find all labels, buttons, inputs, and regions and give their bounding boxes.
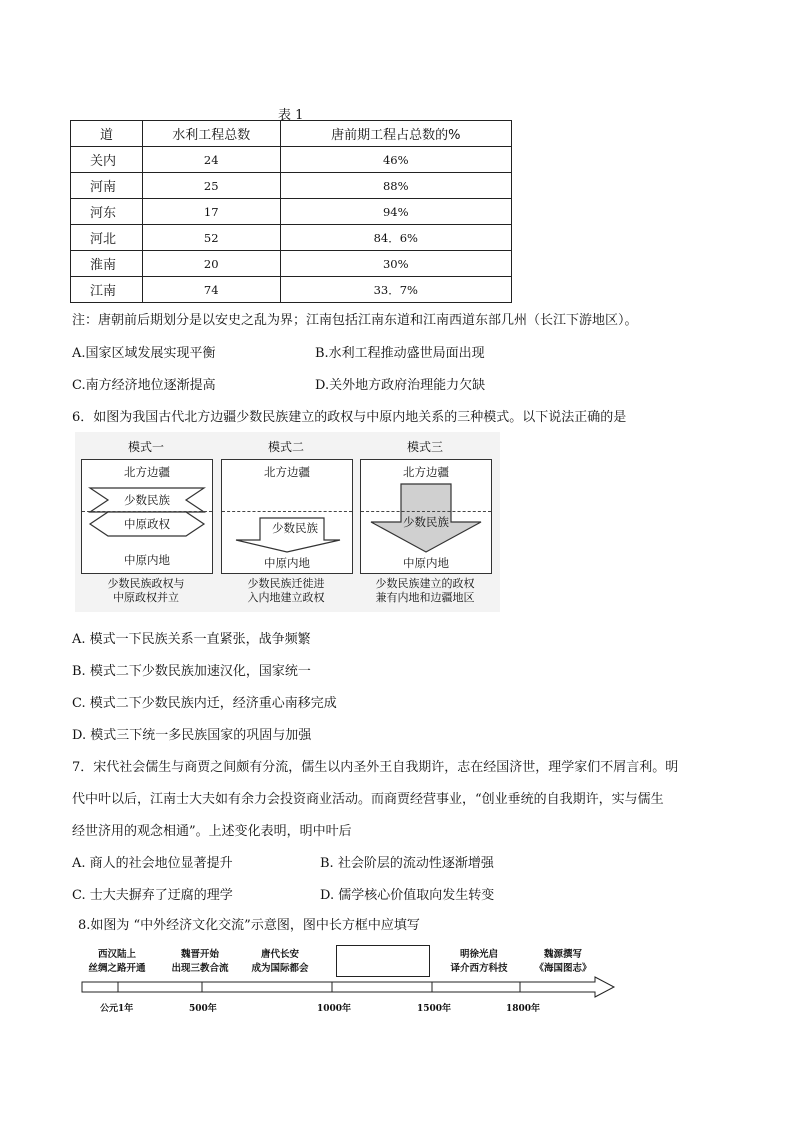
timeline-event-line: 《海国图志》	[534, 963, 592, 974]
timeline-event-line: 西汉陆上	[97, 949, 136, 960]
table-note: 注：唐朝前后期划分是以安史之乱为界；江南包括江南东道和江南西道东部几州（长江下游地区）。	[72, 313, 638, 328]
timeline-arrow-icon	[70, 976, 630, 1002]
table-cell: 30%	[280, 251, 511, 277]
boundary-line	[361, 511, 491, 512]
table-cell: 88%	[280, 173, 511, 199]
table-cell: 33．7%	[280, 277, 511, 303]
table-cell: 25	[142, 173, 280, 199]
table-row	[71, 277, 512, 303]
mode-caption	[355, 577, 495, 605]
table-cell: 河北	[71, 225, 143, 251]
mode-caption-line: 少数民族政权与	[107, 577, 185, 590]
timeline-event-line: 魏源撰写	[543, 949, 582, 960]
timeline-event	[518, 948, 608, 976]
table-cell: 20	[142, 251, 280, 277]
table-cell: 46%	[280, 147, 511, 173]
table-row	[71, 225, 512, 251]
timeline-year: 1000年	[317, 1004, 352, 1014]
mode-title: 模式一	[127, 440, 164, 454]
table-header: 唐前期工程占总数的%	[280, 121, 511, 147]
q7-option-c[interactable]: C. 士大夫摒弃了迂腐的理学	[72, 888, 233, 903]
q7-stem-line: 7．宋代社会儒生与商贾之间颇有分流，儒生以内圣外王自我期许，志在经国济世，理学家们不屑言利。明	[72, 760, 679, 775]
mode-bottom-label: 中原内地	[403, 556, 449, 570]
timeline-event	[434, 948, 524, 976]
table-cell: 关内	[71, 147, 143, 173]
timeline-event-line: 唐代长安	[260, 949, 299, 960]
q5-option-d[interactable]: D.关外地方政府治理能力欠缺	[315, 378, 486, 393]
timeline-event-line: 成为国际都会	[251, 963, 309, 974]
q7-option-b[interactable]: B. 社会阶层的流动性逐渐增强	[320, 856, 494, 871]
q8-stem: 8.如图为 “中外经济文化交流”示意图，图中长方框中应填写	[78, 918, 420, 933]
water-project-table	[70, 120, 512, 303]
timeline-year: 1800年	[506, 1004, 541, 1014]
table-cell: 淮南	[71, 251, 143, 277]
q5-option-a[interactable]: A.国家区域发展实现平衡	[72, 346, 216, 361]
mode-caption-line: 少数民族迁徙进	[247, 577, 325, 590]
mode-arrow-label: 少数民族	[272, 521, 318, 535]
timeline-year: 500年	[189, 1004, 217, 1014]
timeline-year: 1500年	[417, 1004, 452, 1014]
mode-top-label: 北方边疆	[264, 465, 310, 479]
table-cell: 24	[142, 147, 280, 173]
boundary-line	[82, 511, 212, 512]
mode-top-label: 北方边疆	[124, 465, 170, 479]
timeline-event-line: 明徐光启	[459, 949, 498, 960]
mode-title: 模式二	[267, 440, 304, 454]
timeline-event-line: 魏晋开始	[180, 949, 219, 960]
table-cell: 河南	[71, 173, 143, 199]
q5-option-b[interactable]: B.水利工程推动盛世局面出现	[315, 346, 485, 361]
mode-top-label: 北方边疆	[403, 465, 449, 479]
mode-bottom-label: 中原内地	[264, 556, 310, 570]
q5-option-c[interactable]: C.南方经济地位逐渐提高	[72, 378, 216, 393]
q7-option-d[interactable]: D. 儒学核心价值取向发生转变	[320, 888, 495, 903]
q7-stem-line: 代中叶以后，江南士大夫如有余力会投资商业活动。而商贾经营事业，“创业垂统的自我期许，实与儒生	[72, 792, 664, 807]
table-cell: 52	[142, 225, 280, 251]
mode-caption	[76, 577, 216, 605]
blank-answer-box[interactable]	[336, 945, 430, 977]
timeline-event	[72, 948, 162, 976]
mode-bottom-label: 中原内地	[124, 553, 170, 567]
timeline-year: 公元1年	[100, 1004, 134, 1014]
mode-caption	[216, 577, 356, 605]
mode-box	[81, 459, 213, 574]
table-header: 水利工程总数	[142, 121, 280, 147]
table-header: 道	[71, 121, 143, 147]
mode-arrow-label: 少数民族	[403, 515, 449, 529]
mode-box	[221, 459, 353, 574]
table-header-row	[71, 121, 512, 147]
timeline-event-line: 丝绸之路开通	[88, 963, 146, 974]
table-row	[71, 147, 512, 173]
table-row	[71, 173, 512, 199]
mode-caption-line: 少数民族建立的政权	[375, 577, 475, 590]
table-row	[71, 251, 512, 277]
q6-stem: 6．如图为我国古代北方边疆少数民族建立的政权与中原内地关系的三种模式。以下说法正确的是	[72, 410, 627, 425]
q6-option-a[interactable]: A. 模式一下民族关系一直紧张，战争频繁	[72, 632, 311, 647]
table-cell: 江南	[71, 277, 143, 303]
mode-arrow-label: 中原政权	[124, 517, 170, 531]
q7-stem-line: 经世济用的观念相通”。上述变化表明，明中叶后	[72, 824, 352, 839]
exchange-timeline	[70, 940, 630, 1020]
table-cell: 74	[142, 277, 280, 303]
mode-title: 模式三	[406, 440, 443, 454]
q7-option-a[interactable]: A. 商人的社会地位显著提升	[72, 856, 233, 871]
q6-option-d[interactable]: D. 模式三下统一多民族国家的巩固与加强	[72, 728, 312, 743]
mode-box	[360, 459, 492, 574]
timeline-event-line: 译介西方科技	[450, 963, 508, 974]
table-caption: 表 1	[278, 108, 304, 123]
mode-arrow-label: 少数民族	[124, 493, 170, 507]
q6-option-c[interactable]: C. 模式二下少数民族内迁，经济重心南移完成	[72, 696, 337, 711]
mode-caption-line: 中原政权并立	[113, 591, 179, 604]
table-cell: 94%	[280, 199, 511, 225]
mode-caption-line: 入内地建立政权	[247, 591, 325, 604]
mode-caption-line: 兼有内地和边疆地区	[375, 591, 475, 604]
table-cell: 河东	[71, 199, 143, 225]
q6-option-b[interactable]: B. 模式二下少数民族加速汉化，国家统一	[72, 664, 311, 679]
mode-figure	[75, 432, 500, 612]
timeline-event	[155, 948, 245, 976]
timeline-event	[235, 948, 325, 976]
table-cell: 17	[142, 199, 280, 225]
table-row	[71, 199, 512, 225]
timeline-event-line: 出现三教合流	[171, 963, 229, 974]
table-cell: 84．6%	[280, 225, 511, 251]
